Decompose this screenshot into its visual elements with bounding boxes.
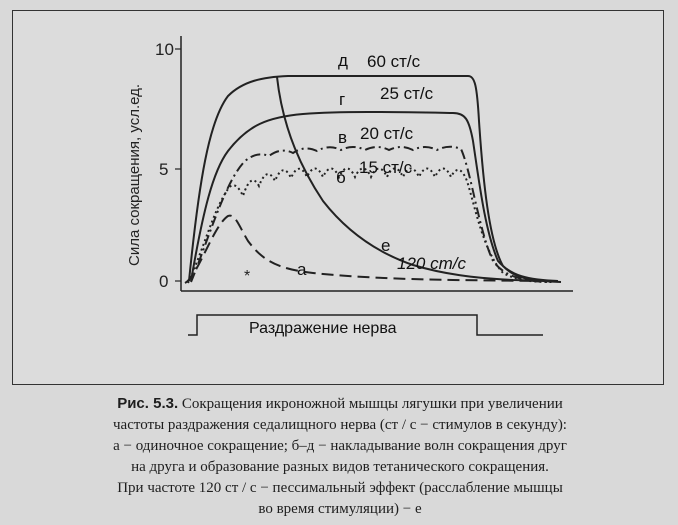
label-d-letter: д: [338, 51, 348, 70]
curve-e: [277, 77, 558, 281]
label-e-letter: е: [381, 236, 391, 255]
caption-line-1: [20, 393, 660, 415]
curve-d: [189, 76, 561, 282]
figure-caption: [20, 393, 660, 520]
label-g-freq: 25 ст/с: [380, 84, 434, 103]
caption-line-6: во время стимуляции) − е: [258, 501, 422, 517]
y-tick-label-10: 10: [155, 40, 174, 59]
label-a-letter: а: [297, 260, 307, 279]
label-v-letter: в: [338, 128, 348, 147]
caption-line-3: а − одиночное сокращение; б–д − накладывание волн сокращения друг: [113, 438, 567, 454]
label-v-freq: 20 ст/с: [360, 124, 414, 143]
figure-panel: [12, 10, 664, 385]
label-d-freq: 60 ст/с: [367, 52, 421, 71]
single-stimulus-marker: *: [244, 268, 251, 285]
curve-a: [185, 216, 538, 283]
label-b-freq: 15 ст/с: [359, 158, 413, 177]
label-b-letter: б: [336, 168, 346, 187]
caption-line-2: частоты раздражения седалищного нерва (ст / с − стимулов в секунду):: [113, 417, 567, 433]
label-g-letter: г: [339, 90, 346, 109]
caption-label: Рис. 5.3.: [117, 395, 179, 412]
caption-line-5: При частоте 120 ст / с − пессимальный эффект (расслабление мышцы: [117, 480, 563, 496]
y-tick-label-5: 5: [159, 160, 169, 179]
y-axis-label: Сила сокращения, усл.ед.: [126, 83, 143, 266]
stimulation-label: Раздражение нерва: [249, 320, 397, 337]
muscle-contraction-chart: [13, 11, 665, 386]
label-e-freq: 120 ст/с: [397, 254, 466, 273]
caption-line-1-text: Сокращения икроножной мышцы лягушки при увеличении: [178, 396, 563, 412]
y-tick-label-0: 0: [159, 272, 169, 291]
caption-line-4: на друга и образование разных видов тетанического сокращения.: [131, 459, 549, 475]
